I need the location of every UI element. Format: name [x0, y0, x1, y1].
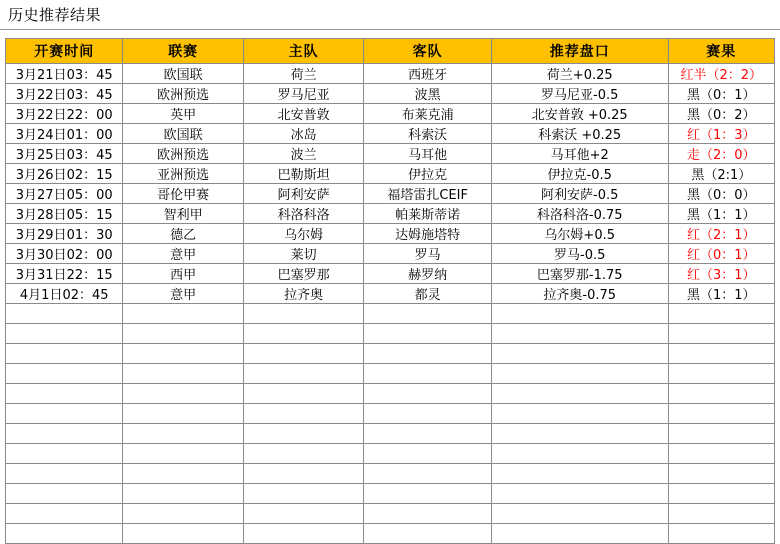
- cell-empty: [243, 464, 363, 484]
- cell-home-team: 罗马尼亚: [243, 84, 363, 104]
- cell-empty: [668, 424, 774, 444]
- cell-empty: [243, 484, 363, 504]
- cell-result: 红半（2：2）: [668, 64, 774, 84]
- cell-empty: [6, 424, 123, 444]
- cell-empty: [243, 324, 363, 344]
- cell-home-team: 波兰: [243, 144, 363, 164]
- cell-home-team: 乌尔姆: [243, 224, 363, 244]
- cell-handicap-pick: 拉齐奥-0.75: [491, 284, 668, 304]
- table-row[interactable]: [6, 284, 775, 304]
- cell-home-team: 科洛科洛: [243, 204, 363, 224]
- cell-empty: [364, 344, 491, 364]
- cell-empty: [6, 404, 123, 424]
- cell-time: 3月25日03：45: [6, 144, 123, 164]
- cell-empty: [123, 384, 243, 404]
- cell-handicap-pick: 马耳他+2: [491, 144, 668, 164]
- cell-empty: [243, 304, 363, 324]
- cell-empty: [123, 504, 243, 524]
- table-row-empty[interactable]: [6, 524, 775, 544]
- column-header-handicap: 推荐盘口: [491, 39, 668, 64]
- cell-empty: [243, 344, 363, 364]
- cell-empty: [668, 364, 774, 384]
- cell-empty: [123, 364, 243, 384]
- cell-empty: [6, 484, 123, 504]
- cell-empty: [123, 324, 243, 344]
- table-row-empty[interactable]: [6, 304, 775, 324]
- cell-empty: [668, 404, 774, 424]
- cell-time: 3月27日05：00: [6, 184, 123, 204]
- cell-empty: [364, 504, 491, 524]
- cell-handicap-pick: 巴塞罗那-1.75: [491, 264, 668, 284]
- table-row-empty[interactable]: [6, 384, 775, 404]
- cell-away-team: 伊拉克: [364, 164, 491, 184]
- cell-time: 3月22日03：45: [6, 84, 123, 104]
- column-header-away: 客队: [364, 39, 491, 64]
- cell-empty: [491, 324, 668, 344]
- table-row-empty[interactable]: [6, 344, 775, 364]
- cell-away-team: 罗马: [364, 244, 491, 264]
- table-row[interactable]: [6, 224, 775, 244]
- cell-empty: [364, 424, 491, 444]
- cell-result: 红（1：3）: [668, 124, 774, 144]
- cell-league: 英甲: [123, 104, 243, 124]
- cell-empty: [6, 524, 123, 544]
- table-row-empty[interactable]: [6, 324, 775, 344]
- cell-empty: [364, 384, 491, 404]
- cell-result: 黑（0：0）: [668, 184, 774, 204]
- table-row-empty[interactable]: [6, 484, 775, 504]
- table-row-empty[interactable]: [6, 444, 775, 464]
- cell-away-team: 马耳他: [364, 144, 491, 164]
- cell-empty: [6, 364, 123, 384]
- cell-result: 红（2：1）: [668, 224, 774, 244]
- cell-empty: [123, 524, 243, 544]
- cell-empty: [668, 304, 774, 324]
- table-header-row: [6, 39, 775, 64]
- cell-result: 黑（1：1）: [668, 204, 774, 224]
- cell-league: 西甲: [123, 264, 243, 284]
- cell-home-team: 北安普敦: [243, 104, 363, 124]
- cell-empty: [364, 304, 491, 324]
- title-bar: [0, 0, 780, 30]
- cell-time: 3月26日02：15: [6, 164, 123, 184]
- cell-handicap-pick: 伊拉克-0.5: [491, 164, 668, 184]
- cell-home-team: 阿利安萨: [243, 184, 363, 204]
- cell-empty: [243, 404, 363, 424]
- cell-empty: [6, 444, 123, 464]
- cell-empty: [668, 444, 774, 464]
- cell-away-team: 帕莱斯蒂诺: [364, 204, 491, 224]
- cell-league: 意甲: [123, 284, 243, 304]
- table-row-empty[interactable]: [6, 464, 775, 484]
- cell-empty: [668, 384, 774, 404]
- cell-handicap-pick: 荷兰+0.25: [491, 64, 668, 84]
- cell-home-team: 荷兰: [243, 64, 363, 84]
- cell-handicap-pick: 科洛科洛-0.75: [491, 204, 668, 224]
- cell-empty: [123, 424, 243, 444]
- cell-league: 亚洲预选: [123, 164, 243, 184]
- cell-empty: [123, 484, 243, 504]
- cell-result: 黑（0：1）: [668, 84, 774, 104]
- cell-empty: [364, 484, 491, 504]
- cell-empty: [6, 464, 123, 484]
- cell-empty: [364, 324, 491, 344]
- page-title: 历史推荐结果: [8, 6, 102, 24]
- cell-empty: [243, 524, 363, 544]
- column-header-result: 赛果: [668, 39, 774, 64]
- cell-home-team: 巴塞罗那: [243, 264, 363, 284]
- cell-empty: [6, 504, 123, 524]
- cell-result: 黑（1：1）: [668, 284, 774, 304]
- cell-time: 3月24日01：00: [6, 124, 123, 144]
- table-row-empty[interactable]: [6, 404, 775, 424]
- cell-empty: [491, 444, 668, 464]
- cell-empty: [491, 384, 668, 404]
- table-row[interactable]: [6, 244, 775, 264]
- cell-handicap-pick: 乌尔姆+0.5: [491, 224, 668, 244]
- table-row[interactable]: [6, 124, 775, 144]
- cell-time: 3月21日03：45: [6, 64, 123, 84]
- cell-handicap-pick: 罗马尼亚-0.5: [491, 84, 668, 104]
- cell-result: 红（0：1）: [668, 244, 774, 264]
- column-header-home: 主队: [243, 39, 363, 64]
- cell-time: 3月28日05：15: [6, 204, 123, 224]
- cell-time: 4月1日02：45: [6, 284, 123, 304]
- cell-result: 红（3：1）: [668, 264, 774, 284]
- cell-league: 欧国联: [123, 124, 243, 144]
- cell-empty: [243, 424, 363, 444]
- cell-empty: [6, 324, 123, 344]
- cell-empty: [491, 524, 668, 544]
- cell-league: 欧洲预选: [123, 144, 243, 164]
- cell-home-team: 冰岛: [243, 124, 363, 144]
- cell-empty: [123, 444, 243, 464]
- cell-time: 3月29日01：30: [6, 224, 123, 244]
- table-row-empty[interactable]: [6, 424, 775, 444]
- cell-league: 德乙: [123, 224, 243, 244]
- table-row[interactable]: [6, 144, 775, 164]
- cell-time: 3月22日22：00: [6, 104, 123, 124]
- cell-away-team: 都灵: [364, 284, 491, 304]
- table-row[interactable]: [6, 164, 775, 184]
- cell-league: 欧国联: [123, 64, 243, 84]
- cell-empty: [123, 344, 243, 364]
- cell-empty: [243, 504, 363, 524]
- table-row-empty[interactable]: [6, 504, 775, 524]
- cell-away-team: 达姆施塔特: [364, 224, 491, 244]
- table-row[interactable]: [6, 184, 775, 204]
- cell-league: 意甲: [123, 244, 243, 264]
- cell-time: 3月31日22：15: [6, 264, 123, 284]
- table-row[interactable]: [6, 64, 775, 84]
- table-row[interactable]: [6, 204, 775, 224]
- column-header-league: 联赛: [123, 39, 243, 64]
- cell-empty: [491, 344, 668, 364]
- cell-away-team: 福塔雷扎CEIF: [364, 184, 491, 204]
- table-row-empty[interactable]: [6, 364, 775, 384]
- cell-empty: [364, 404, 491, 424]
- cell-away-team: 西班牙: [364, 64, 491, 84]
- cell-handicap-pick: 科索沃 +0.25: [491, 124, 668, 144]
- cell-empty: [364, 364, 491, 384]
- cell-result: 黑（2:1）: [668, 164, 774, 184]
- column-header-time: 开赛时间: [6, 39, 123, 64]
- cell-empty: [243, 444, 363, 464]
- cell-empty: [668, 484, 774, 504]
- cell-handicap-pick: 罗马-0.5: [491, 244, 668, 264]
- table-header: [6, 39, 775, 64]
- cell-result: 走（2：0）: [668, 144, 774, 164]
- cell-away-team: 赫罗纳: [364, 264, 491, 284]
- table-body: [6, 64, 775, 544]
- cell-empty: [6, 344, 123, 364]
- cell-empty: [668, 464, 774, 484]
- table-row[interactable]: [6, 104, 775, 124]
- cell-league: 欧洲预选: [123, 84, 243, 104]
- cell-home-team: 巴勒斯坦: [243, 164, 363, 184]
- cell-empty: [491, 504, 668, 524]
- cell-league: 哥伦甲赛: [123, 184, 243, 204]
- cell-empty: [243, 384, 363, 404]
- table-row[interactable]: [6, 264, 775, 284]
- cell-empty: [668, 344, 774, 364]
- cell-empty: [364, 524, 491, 544]
- cell-away-team: 科索沃: [364, 124, 491, 144]
- cell-empty: [364, 444, 491, 464]
- cell-empty: [668, 504, 774, 524]
- cell-empty: [364, 464, 491, 484]
- cell-handicap-pick: 北安普敦 +0.25: [491, 104, 668, 124]
- cell-empty: [668, 324, 774, 344]
- cell-home-team: 拉齐奥: [243, 284, 363, 304]
- table-row[interactable]: [6, 84, 775, 104]
- cell-empty: [123, 404, 243, 424]
- cell-away-team: 波黑: [364, 84, 491, 104]
- cell-empty: [123, 464, 243, 484]
- cell-empty: [123, 304, 243, 324]
- cell-empty: [6, 384, 123, 404]
- cell-result: 黑（0：2）: [668, 104, 774, 124]
- cell-league: 智利甲: [123, 204, 243, 224]
- cell-empty: [491, 304, 668, 324]
- cell-handicap-pick: 阿利安萨-0.5: [491, 184, 668, 204]
- cell-empty: [668, 524, 774, 544]
- cell-empty: [243, 364, 363, 384]
- results-table: [5, 38, 775, 544]
- cell-empty: [6, 304, 123, 324]
- cell-empty: [491, 424, 668, 444]
- cell-away-team: 布莱克浦: [364, 104, 491, 124]
- cell-empty: [491, 404, 668, 424]
- cell-home-team: 莱切: [243, 244, 363, 264]
- cell-empty: [491, 464, 668, 484]
- cell-empty: [491, 484, 668, 504]
- cell-empty: [491, 364, 668, 384]
- cell-time: 3月30日02：00: [6, 244, 123, 264]
